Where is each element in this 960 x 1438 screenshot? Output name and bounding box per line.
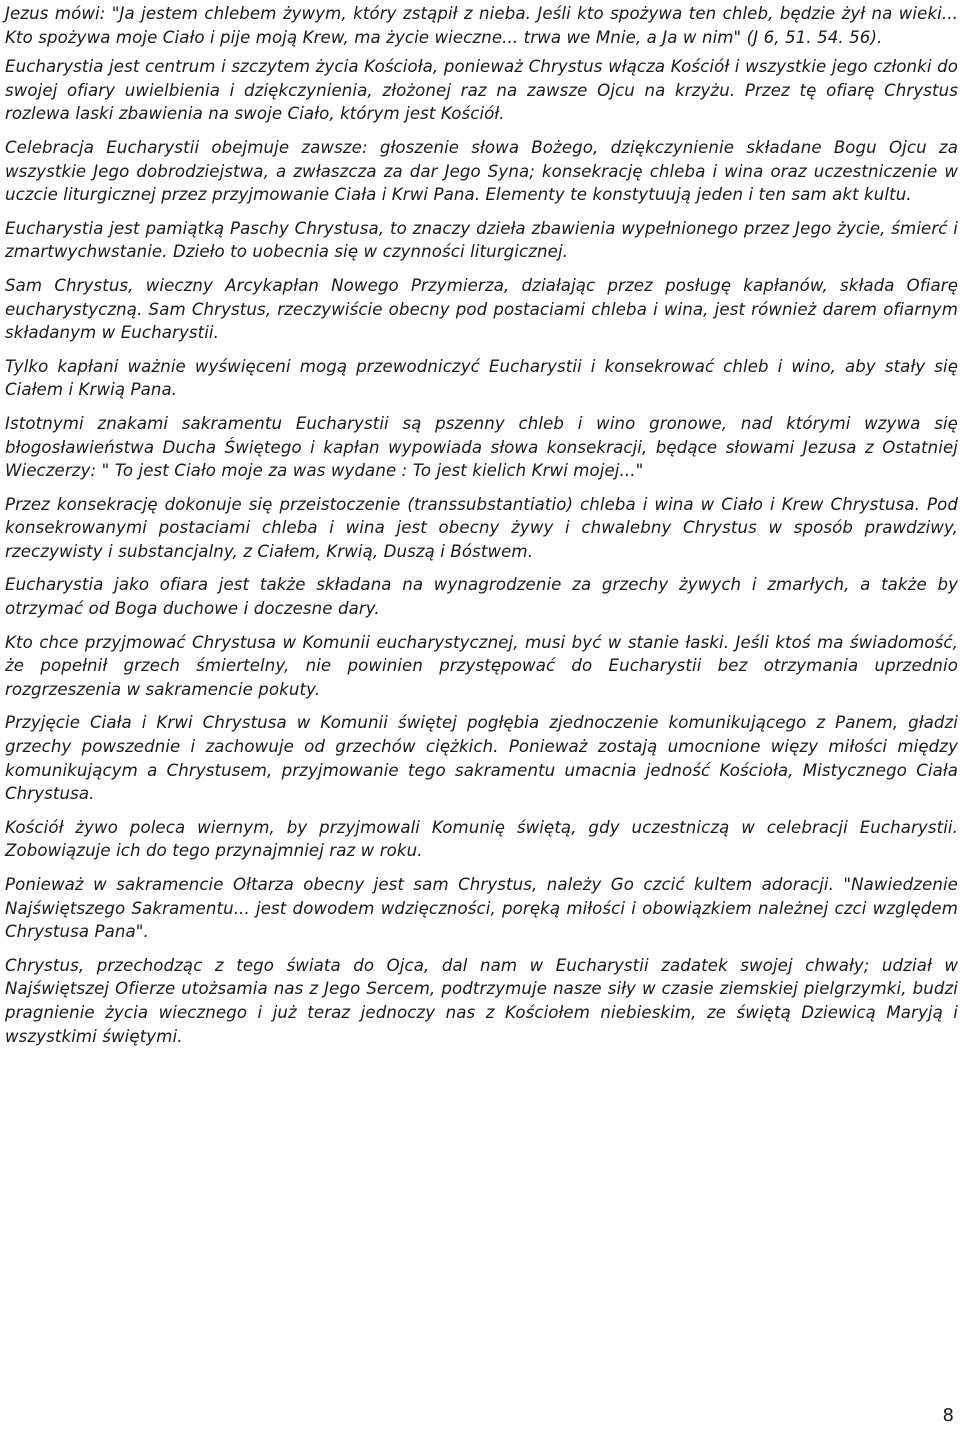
page-number: 8 bbox=[942, 1405, 954, 1426]
paragraph-high-priest: Sam Chrystus, wieczny Arcykapłan Nowego Przymierza, działając przez posługę kapłanów, składa Ofiarę eucharystyczną. Sam Chrystus, rzeczywiście obecny pod postaciami chleba i wina, jest również darem ofiarnym składanym w Eucharystii. bbox=[5, 275, 958, 343]
paragraph-eucharist-center: Eucharystia jest centrum i szczytem życia Kościoła, ponieważ Chrystus włącza Kościół i wszystkie jego członki do swojej ofiary uwielbienia i dziękczynienia, złożonej raz na zawsze Ojcu na krzyżu. Przez tę ofiarę Chrystus rozlewa laski zbawienia na swoje Ciało, którym jest Kościół. bbox=[5, 57, 958, 124]
paragraph-passover-memorial: Eucharystia jest pamiątką Paschy Chrystusa, to znaczy dzieła zbawienia wypełnionego przez Jego życie, śmierć i zmartwychwstanie. Dzieło to uobecnia się w czynności liturgicznej. bbox=[5, 218, 958, 262]
paragraph-signs: Istotnymi znakami sakramentu Eucharystii są pszenny chleb i wino gronowe, nad którymi wzywa się błogosławieństwa Ducha Świętego i kapłan wypowiada słowa konsekracji, będące słowami Jezusa z Ostatniej Wieczerzy: " To jest Ciało moje za was wydane : To jest kielich Krwi mojej..." bbox=[5, 413, 958, 481]
paragraph-pledge-of-glory: Chrystus, przechodząc z tego świata do Ojca, dal nam w Eucharystii zadatek swojej chwały; udział w Najświętszej Ofierze utożsamia nas z Jego Sercem, podtrzymuje nasze siły w czasie ziemskiej pielgrzymki, budzi pragnienie życia wiecznego i już teraz jednoczy nas z Kościołem niebieskim, ze świętą Dziewicą Maryją i wszystkimi świętymi. bbox=[5, 955, 958, 1046]
paragraph-john-quote: Jezus mówi: "Ja jestem chlebem żywym, który zstąpił z nieba. Jeśli kto spożywa ten chleb, będzie żył na wieki... Kto spożywa moje Ciało i pije moją Krew, ma życie wieczne... trwa we Mnie, a Ja w nim" (J 6, 51. 54. 56). bbox=[5, 4, 958, 47]
paragraph-church-recommends: Kościół żywo poleca wiernym, by przyjmowali Komunię świętą, gdy uczestniczą w celebracji Eucharystii. Zobowiązuje ich do tego przynajmniej raz w roku. bbox=[5, 817, 958, 861]
paragraph-communion-effects: Przyjęcie Ciała i Krwi Chrystusa w Komunii świętej pogłębia zjednoczenie komunikującego z Panem, gładzi grzechy powszednie i zachowuje od grzechów ciężkich. Ponieważ zostają umocnione więzy miłości między komunikującym a Chrystusem, przyjmowanie tego sakramentu umacnia jedność Kościoła, Mistycznego Ciała Chrystusa. bbox=[5, 713, 958, 804]
paragraph-priests: Tylko kapłani ważnie wyświęceni mogą przewodniczyć Eucharystii i konsekrować chleb i wino, aby stały się Ciałem i Krwią Pana. bbox=[5, 356, 958, 400]
paragraph-adoration: Ponieważ w sakramencie Ołtarza obecny jest sam Chrystus, należy Go czcić kultem adoracji. "Nawiedzenie Najświętszego Sakramentu... jest dowodem wdzięczności, poręką miłości i obowiązkiem należnej czci względem Chrystusa Pana". bbox=[5, 875, 958, 942]
document-body bbox=[5, 2, 958, 1058]
paragraph-transubstantiation: Przez konsekrację dokonuje się przeistoczenie (transsubstantiatio) chleba i wina w Ciało i Krew Chrystusa. Pod konsekrowanymi postaciami chleba i wina jest obecny żywy i chwalebny Chrystus w sposób prawdziwy, rzeczywisty i substancjalny, z Ciałem, Krwią, Duszą i Bóstwem. bbox=[5, 494, 958, 561]
paragraph-celebration: Celebracja Eucharystii obejmuje zawsze: głoszenie słowa Bożego, dziękczynienie składane Bogu Ojcu za wszystkie Jego dobrodziejstwa, a zwłaszcza za dar Jego Syna; konsekrację chleba i wina oraz uczestniczenie w uczcie liturgicznej przez przyjmowanie Ciała i Krwi Pana. Elementy te konstytuują jeden i ten sam akt kultu. bbox=[5, 137, 958, 205]
paragraph-offering: Eucharystia jako ofiara jest także składana na wynagrodzenie za grzechy żywych i zmarłych, a także by otrzymać od Boga duchowe i doczesne dary. bbox=[5, 575, 958, 619]
paragraph-state-of-grace: Kto chce przyjmować Chrystusa w Komunii eucharystycznej, musi być w stanie łaski. Jeśli ktoś ma świadomość, że popełnił grzech śmiertelny, nie powinien przystępować do Eucharystii bez otrzymania uprzednio rozgrzeszenia w sakramencie pokuty. bbox=[5, 632, 958, 699]
